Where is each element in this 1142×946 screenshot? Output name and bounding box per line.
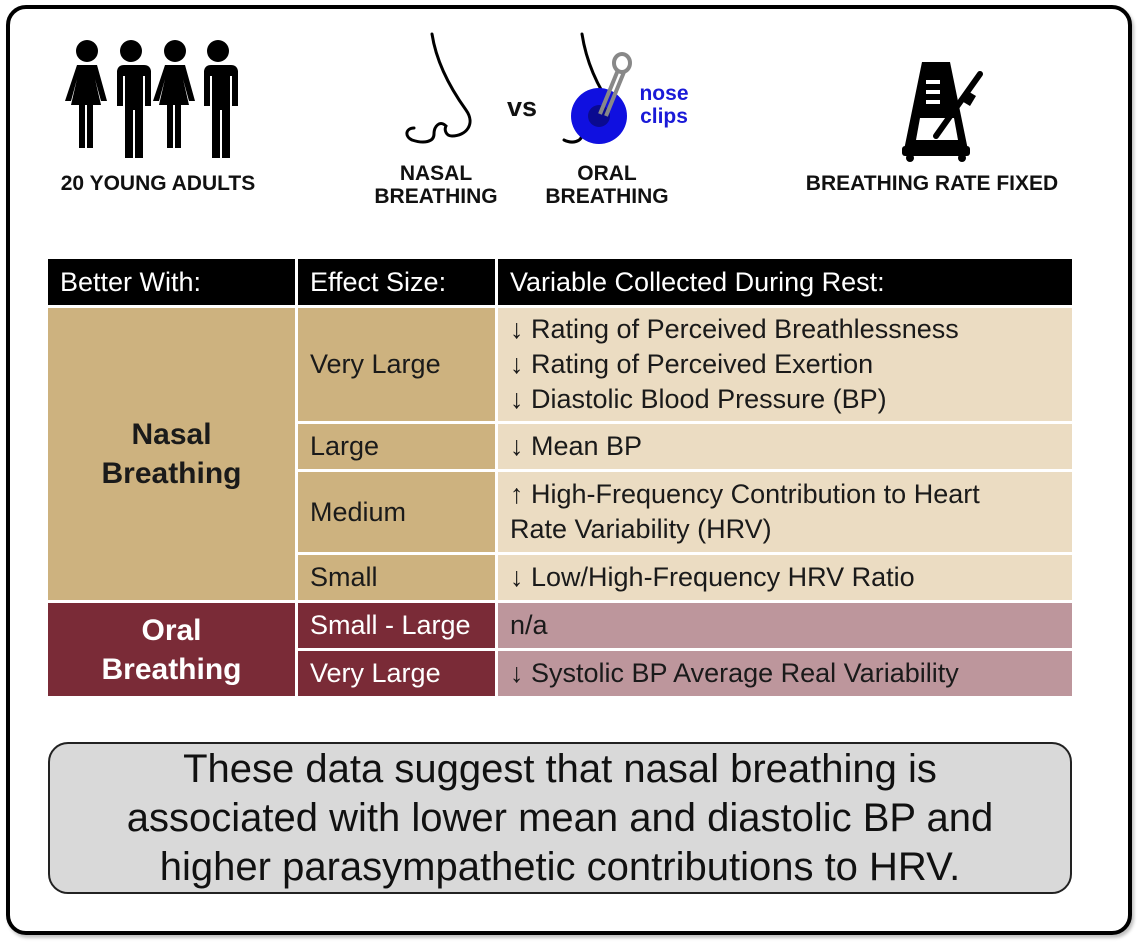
vs-label: vs	[506, 92, 538, 122]
effect-size-cell: Large	[297, 423, 497, 471]
effect-size-cell: Medium	[297, 471, 497, 554]
header-better-with: Better With:	[47, 258, 297, 307]
header-effect-size: Effect Size:	[297, 258, 497, 307]
table-row	[47, 602, 1074, 650]
nose-clips-note: nose clips	[639, 82, 689, 128]
effect-size-cell: Very Large	[297, 307, 497, 423]
variable-cell: ↑ High-Frequency Contribution to Heart Rate Variability (HRV)	[497, 471, 1074, 554]
variable-cell: n/a	[497, 602, 1074, 650]
summary-text: These data suggest that nasal breathing is associated with lower mean and diastolic BP and higher parasympathetic contributions to HRV.	[126, 746, 994, 889]
nasal-caption: NASAL BREATHING	[374, 162, 498, 208]
nose-clip-icon	[560, 30, 640, 154]
variable-cell: ↓ Systolic BP Average Real Variability	[497, 650, 1074, 698]
metronome-icon	[896, 56, 988, 162]
group-label-nasal: Nasal Breathing	[47, 307, 297, 602]
effect-size-cell: Small - Large	[297, 602, 497, 650]
oral-caption: ORAL BREATHING	[545, 162, 669, 208]
group-label-oral: Oral Breathing	[47, 602, 297, 698]
results-table	[45, 256, 1075, 699]
people-group-icon	[60, 38, 246, 162]
summary-box	[48, 742, 1072, 894]
rate-caption: BREATHING RATE FIXED	[805, 172, 1059, 195]
table-row	[47, 307, 1074, 423]
table-header-row	[47, 258, 1074, 307]
variable-cell: ↓ Mean BP	[497, 423, 1074, 471]
nose-icon	[400, 30, 480, 150]
header-variable: Variable Collected During Rest:	[497, 258, 1074, 307]
variable-cell: ↓ Low/High-Frequency HRV Ratio	[497, 554, 1074, 602]
effect-size-cell: Very Large	[297, 650, 497, 698]
variable-cell: ↓ Rating of Perceived Breathlessness ↓ Rating of Perceived Exertion ↓ Diastolic Blood Pressure (BP)	[497, 307, 1074, 423]
effect-size-cell: Small	[297, 554, 497, 602]
participants-caption: 20 YOUNG ADULTS	[60, 172, 256, 195]
